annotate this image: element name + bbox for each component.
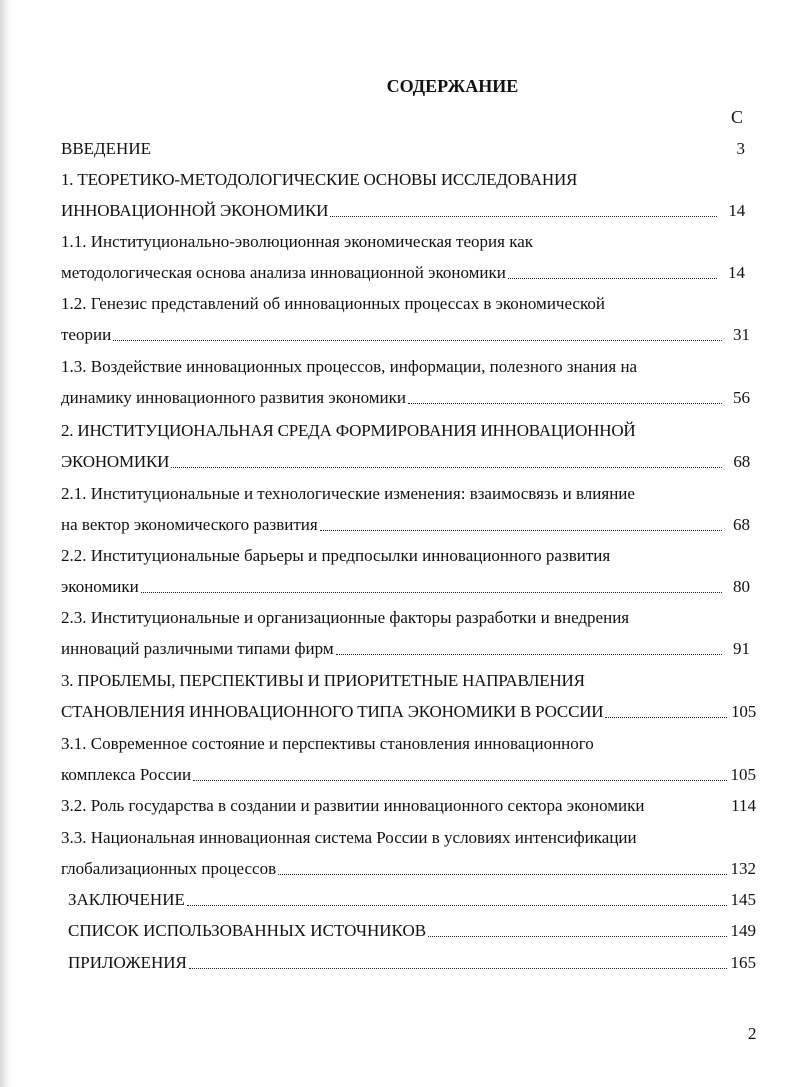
toc-entry-section-2-1[interactable] <box>61 515 750 535</box>
toc-entry-page: 132 <box>730 859 756 878</box>
toc-entry-title: 3.2. Роль государства в создании и развитии инновационного сектора экономики <box>61 796 645 815</box>
dot-leader <box>605 716 727 718</box>
toc-entry-page: 56 <box>733 388 750 407</box>
toc-entry-section-3-3[interactable] <box>61 859 756 879</box>
toc-entry-title: ИННОВАЦИОННОЙ ЭКОНОМИКИ <box>61 201 329 220</box>
toc-entry-line1: 3.1. Современное состояние и перспективы становления инновационного <box>61 734 594 753</box>
toc-entry-section-3-2[interactable] <box>61 796 756 816</box>
toc-entry-title: СТАНОВЛЕНИЯ ИННОВАЦИОННОГО ТИПА ЭКОНОМИКИ В РОССИИ <box>61 702 604 721</box>
toc-entry-page: 14 <box>728 263 745 282</box>
toc-entry-section-1-2[interactable] <box>61 325 750 345</box>
toc-entry-title: комплекса России <box>61 765 192 784</box>
toc-entry-title: на вектор экономического развития <box>61 515 318 534</box>
dot-leader <box>428 935 726 937</box>
toc-entry-page: 14 <box>728 201 745 220</box>
toc-entry-title: динамику инновационного развития экономики <box>61 388 407 407</box>
toc-entry-page: 114 <box>731 796 756 815</box>
toc-entry-section-3-1[interactable] <box>61 765 756 785</box>
dot-leader <box>278 873 726 875</box>
toc-entry-title: СПИСОК ИСПОЛЬЗОВАННЫХ ИСТОЧНИКОВ <box>68 921 427 940</box>
dot-leader <box>141 591 722 593</box>
page-number: 2 <box>748 1024 757 1043</box>
toc-entry-line1: 2.1. Институциональные и технологические изменения: взаимосвязь и влияние <box>61 484 635 503</box>
toc-entry-chapter-1[interactable] <box>61 201 745 221</box>
toc-entry-title: ЗАКЛЮЧЕНИЕ <box>68 890 185 909</box>
dot-leader <box>508 277 717 279</box>
toc-entry-page: 105 <box>730 765 756 784</box>
toc-entry-section-2-2[interactable] <box>61 577 750 597</box>
scan-edge <box>0 0 12 1087</box>
toc-entry-chapter-2[interactable] <box>61 452 750 472</box>
toc-entry-section-1-1[interactable] <box>61 263 745 283</box>
toc-entry-line1: 3. ПРОБЛЕМЫ, ПЕРСПЕКТИВЫ И ПРИОРИТЕТНЫЕ НАПРАВЛЕНИЯ <box>61 671 585 690</box>
toc-entry-page: 91 <box>733 639 750 658</box>
toc-entry-line1: 1.3. Воздействие инновационных процессов, информации, полезного знания на <box>61 357 638 376</box>
dot-leader <box>113 339 722 341</box>
toc-entry-appendices[interactable] <box>68 953 756 973</box>
toc-entry-page: 31 <box>733 325 750 344</box>
toc-entry-title: методологическая основа анализа инновационной экономики <box>61 263 506 282</box>
toc-entry-title: ПРИЛОЖЕНИЯ <box>68 953 187 972</box>
toc-entry-line1: 1.2. Генезис представлений об инновационных процессах в экономической <box>61 294 605 313</box>
dot-leader <box>408 402 722 404</box>
dot-leader <box>336 653 722 655</box>
toc-entry-line1: 3.3. Национальная инновационная система России в условиях интенсификации <box>61 828 637 847</box>
toc-entry-title: теории <box>61 325 112 344</box>
dot-leader <box>193 779 726 781</box>
toc-entry-line1: 1.1. Институционально-эволюционная экономическая теория как <box>61 232 534 251</box>
toc-entry-intro[interactable] <box>61 139 745 159</box>
toc-entry-title: ВВЕДЕНИЕ <box>61 139 151 158</box>
toc-entry-page: 149 <box>730 921 756 940</box>
toc-entry-page: 68 <box>733 515 750 534</box>
toc-entry-line1: 1. ТЕОРЕТИКО-МЕТОДОЛОГИЧЕСКИЕ ОСНОВЫ ИССЛЕДОВАНИЯ <box>61 170 578 189</box>
dot-leader <box>171 466 722 468</box>
toc-entry-page: 3 <box>736 139 745 158</box>
dot-leader <box>320 529 722 531</box>
page-column-label: С <box>731 107 744 127</box>
dot-leader <box>187 904 727 906</box>
toc-entry-title: экономики <box>61 577 139 596</box>
toc-entry-line1: 2. ИНСТИТУЦИОНАЛЬНАЯ СРЕДА ФОРМИРОВАНИЯ ИННОВАЦИОННОЙ <box>61 421 636 440</box>
toc-entry-section-1-3[interactable] <box>61 388 750 408</box>
toc-entry-page: 145 <box>730 890 756 909</box>
toc-entry-references[interactable] <box>68 921 756 941</box>
toc-entry-title: глобализационных процессов <box>61 859 277 878</box>
dot-leader <box>330 215 717 217</box>
toc-entry-chapter-3[interactable] <box>61 702 756 722</box>
toc-entry-page: 165 <box>730 953 756 972</box>
toc-entry-line1: 2.2. Институциональные барьеры и предпосылки инновационного развития <box>61 546 611 565</box>
toc-entry-page: 105 <box>731 702 756 721</box>
toc-entry-page: 80 <box>733 577 750 596</box>
page-title: СОДЕРЖАНИЕ <box>386 76 519 96</box>
toc-entry-page: 68 <box>733 452 750 471</box>
toc-entry-line1: 2.3. Институциональные и организационные факторы разработки и внедрения <box>61 608 630 627</box>
toc-entry-title: ЭКОНОМИКИ <box>61 452 170 471</box>
toc-entry-title: инноваций различными типами фирм <box>61 639 334 658</box>
dot-leader <box>189 967 727 969</box>
toc-entry-conclusion[interactable] <box>68 890 756 910</box>
toc-entry-section-2-3[interactable] <box>61 639 750 659</box>
